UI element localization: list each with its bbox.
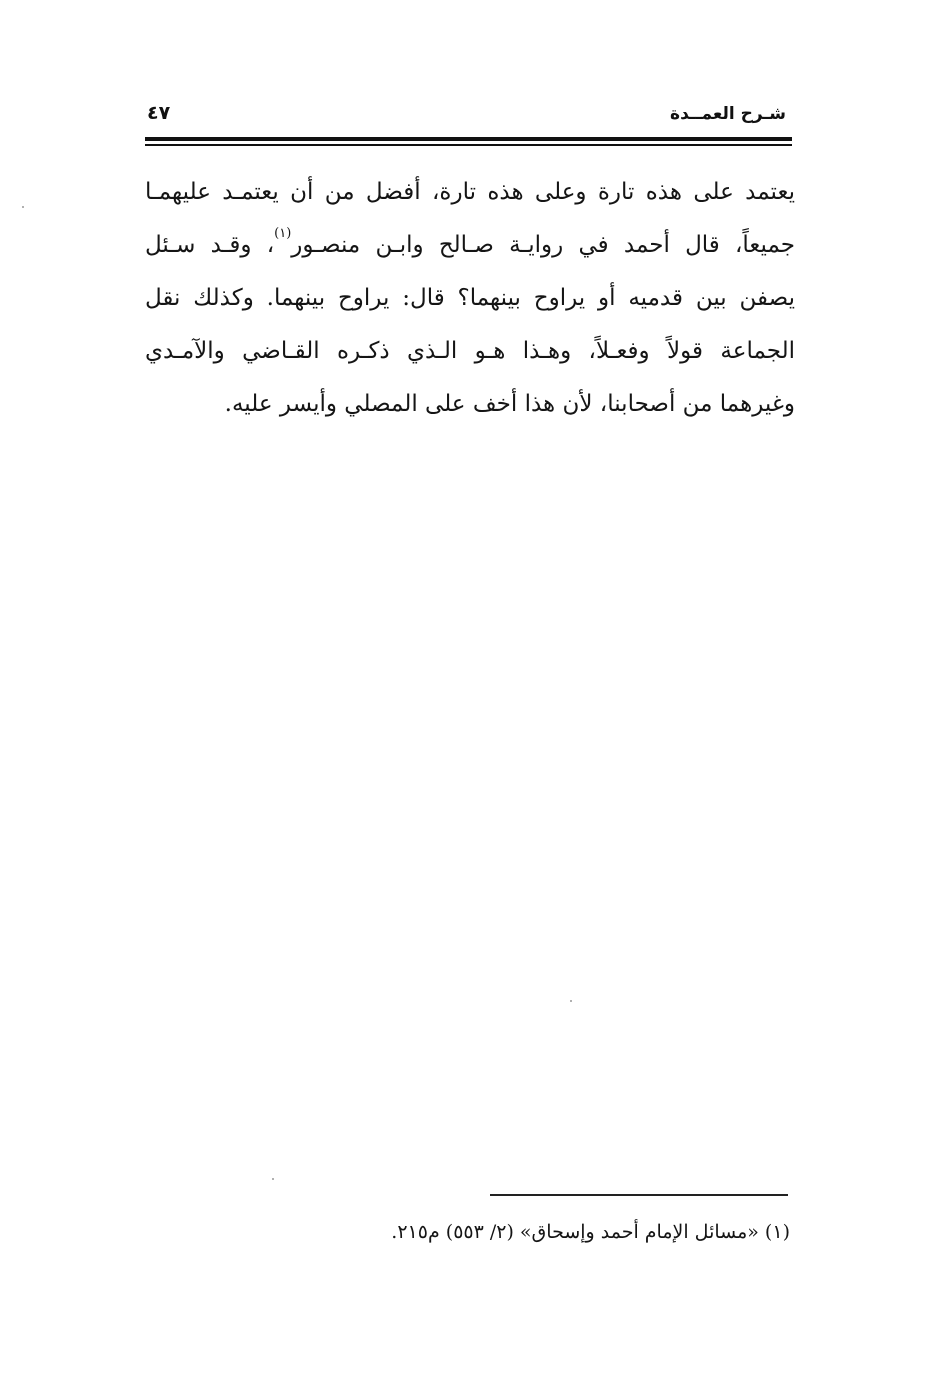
body-line-2 bbox=[145, 219, 795, 272]
footnote-1: (١) «مسائل الإمام أحمد وإسحاق» (٢/ ٥٥٣) م٢١٥. bbox=[391, 1221, 790, 1243]
running-title: شـرح العمــدة bbox=[670, 104, 786, 124]
body-line-2-text: جميعاً، قال أحمد في روايـة صـالح وابـن منصـور bbox=[291, 232, 795, 258]
header-rule-thin bbox=[145, 144, 792, 146]
page-header bbox=[145, 100, 790, 136]
body-line-2-tail: ، وقـد سـئل bbox=[145, 232, 275, 258]
footnote-reference[interactable]: (١) bbox=[274, 226, 292, 241]
body-line-4: الجماعة قولاً وفعـلاً، وهـذا هـو الـذي ذكـره القـاضي والآمـدي bbox=[145, 338, 795, 364]
body-paragraph bbox=[145, 166, 795, 431]
page-number: ٤٧ bbox=[147, 102, 171, 124]
scan-speck bbox=[570, 1000, 572, 1002]
body-line-5: وغيرهما من أصحابنا، لأن هذا أخف على المصلي وأيسر عليه. bbox=[224, 391, 795, 417]
body-line-1: يعتمد على هذه تارة وعلى هذه تارة، أفضل من أن يعتمـد عليهمـا bbox=[145, 179, 795, 205]
scan-speck bbox=[22, 206, 24, 208]
scan-speck bbox=[272, 1178, 274, 1180]
body-line-3: يصفن بين قدميه أو يراوح بينهما؟ قال: يراوح بينهما. وكذلك نقل bbox=[145, 285, 795, 311]
footnote-separator bbox=[490, 1194, 788, 1196]
header-rule-thick bbox=[145, 137, 792, 141]
